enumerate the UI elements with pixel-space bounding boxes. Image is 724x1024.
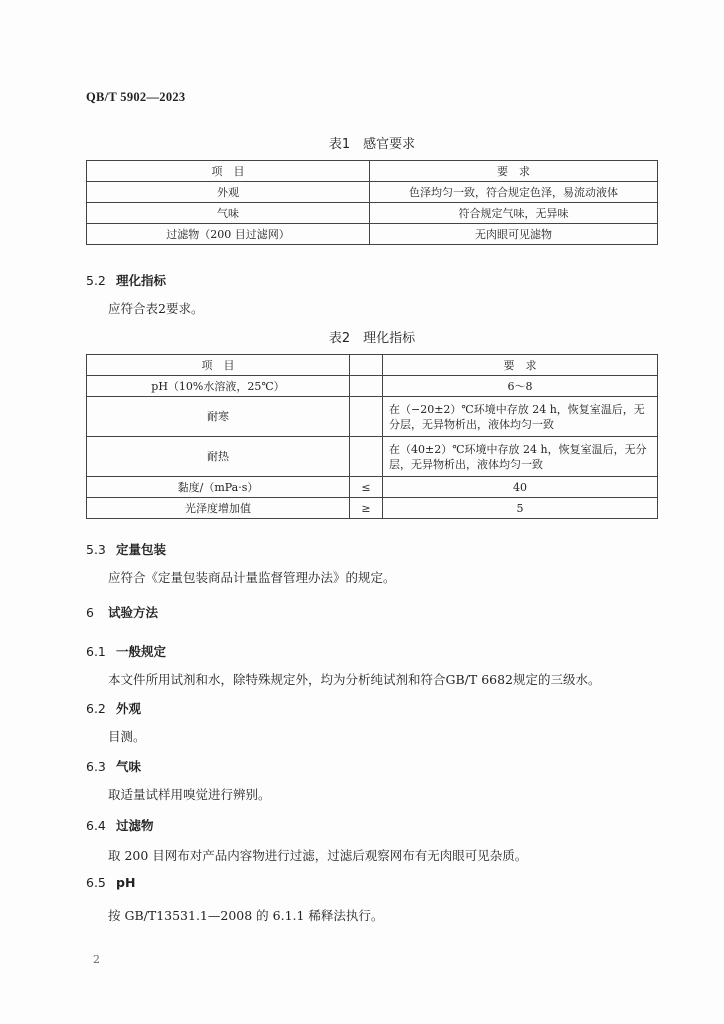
table1-sensory-requirements: [86, 160, 658, 245]
table-row: [87, 224, 658, 245]
section-text: 取适量试样用嗅觉进行辨别。: [108, 787, 271, 802]
table-cell: 40: [383, 477, 658, 498]
table-header-cell: 项 目: [87, 355, 350, 376]
table-row: [87, 397, 658, 437]
table-cell: [350, 376, 383, 397]
table-row: [87, 498, 658, 519]
table-cell: [350, 397, 383, 437]
section-number: 6.3: [86, 759, 106, 774]
table-cell: ≥: [350, 498, 383, 519]
table-cell: 黏度/（mPa·s）: [87, 477, 350, 498]
table-row: [87, 437, 658, 477]
table2-title: 表2 理化指标: [328, 331, 416, 346]
section-heading-6-5: [86, 875, 135, 890]
section-heading-6-3: [86, 757, 141, 775]
table-header-cell: [350, 355, 383, 376]
table-cell: 光泽度增加值: [87, 498, 350, 519]
section-number: 6.4: [86, 818, 106, 833]
table-cell: 符合规定气味，无异味: [370, 203, 658, 224]
section-heading-5-2: [86, 271, 166, 289]
table-cell: ≤: [350, 477, 383, 498]
section-number: 5.2: [86, 273, 106, 288]
table-row: [87, 182, 658, 203]
section-number: 6.2: [86, 701, 106, 716]
section-title: 过滤物: [116, 818, 154, 833]
table-header-cell: 项 目: [87, 161, 370, 182]
table-header-cell: 要 求: [383, 355, 658, 376]
section-title: 气味: [116, 759, 142, 774]
section-number: 6.5: [86, 875, 106, 890]
section-heading-6-2: [86, 699, 141, 717]
table-cell: 耐热: [87, 437, 350, 477]
section-text: 目测。: [108, 729, 146, 744]
page-number: 2: [93, 953, 100, 966]
section-title: 外观: [116, 701, 142, 716]
table-row: [87, 477, 658, 498]
section-title: pH: [116, 875, 136, 890]
table-cell: 耐寒: [87, 397, 350, 437]
table-cell: 5: [383, 498, 658, 519]
table-header-row: [87, 355, 658, 376]
table-row: [87, 376, 658, 397]
section-text: 按 GB/T13531.1—2008 的 6.1.1 稀释法执行。: [108, 908, 384, 923]
document-code: QB/T 5902—2023: [86, 90, 186, 104]
table-cell: [350, 437, 383, 477]
table2-physicochemical-indices: [86, 354, 658, 519]
section-number: 6.1: [86, 644, 106, 659]
section-heading-6: [86, 603, 158, 621]
section-number: 5.3: [86, 542, 106, 557]
section-number: 6: [86, 605, 94, 620]
table-cell: 色泽均匀一致，符合规定色泽，易流动液体: [370, 182, 658, 203]
section-title: 理化指标: [116, 273, 167, 288]
section-text: 应符合表2要求。: [108, 301, 204, 316]
section-text: 本文件所用试剂和水，除特殊规定外，均为分析纯试剂和符合GB/T 6682规定的三级水。: [108, 672, 601, 687]
table-row: [87, 203, 658, 224]
section-title: 一般规定: [116, 644, 167, 659]
section-title: 试验方法: [108, 605, 159, 620]
table1-title: 表1 感官要求: [328, 137, 416, 152]
table-header-cell: 要 求: [370, 161, 658, 182]
table-cell: 过滤物（200 目过滤网）: [87, 224, 370, 245]
section-heading-6-4: [86, 816, 154, 834]
section-text: 应符合《定量包装商品计量监督管理办法》的规定。: [108, 570, 396, 585]
table-cell: 外观: [87, 182, 370, 203]
table-cell: 无肉眼可见滤物: [370, 224, 658, 245]
table-cell: 在（−20±2）℃环境中存放 24 h，恢复室温后，无分层，无异物析出，液体均匀一致: [383, 397, 658, 437]
table-header-row: [87, 161, 658, 182]
section-text: 取 200 目网布对产品内容物进行过滤，过滤后观察网布有无肉眼可见杂质。: [108, 848, 528, 863]
table-cell: 气味: [87, 203, 370, 224]
table-cell: 在（40±2）℃环境中存放 24 h，恢复室温后，无分层，无异物析出，液体均匀一致: [383, 437, 658, 477]
section-heading-6-1: [86, 642, 166, 660]
section-title: 定量包装: [116, 542, 167, 557]
table-cell: pH（10%水溶液，25℃）: [87, 376, 350, 397]
section-heading-5-3: [86, 540, 166, 558]
table-cell: 6～8: [383, 376, 658, 397]
